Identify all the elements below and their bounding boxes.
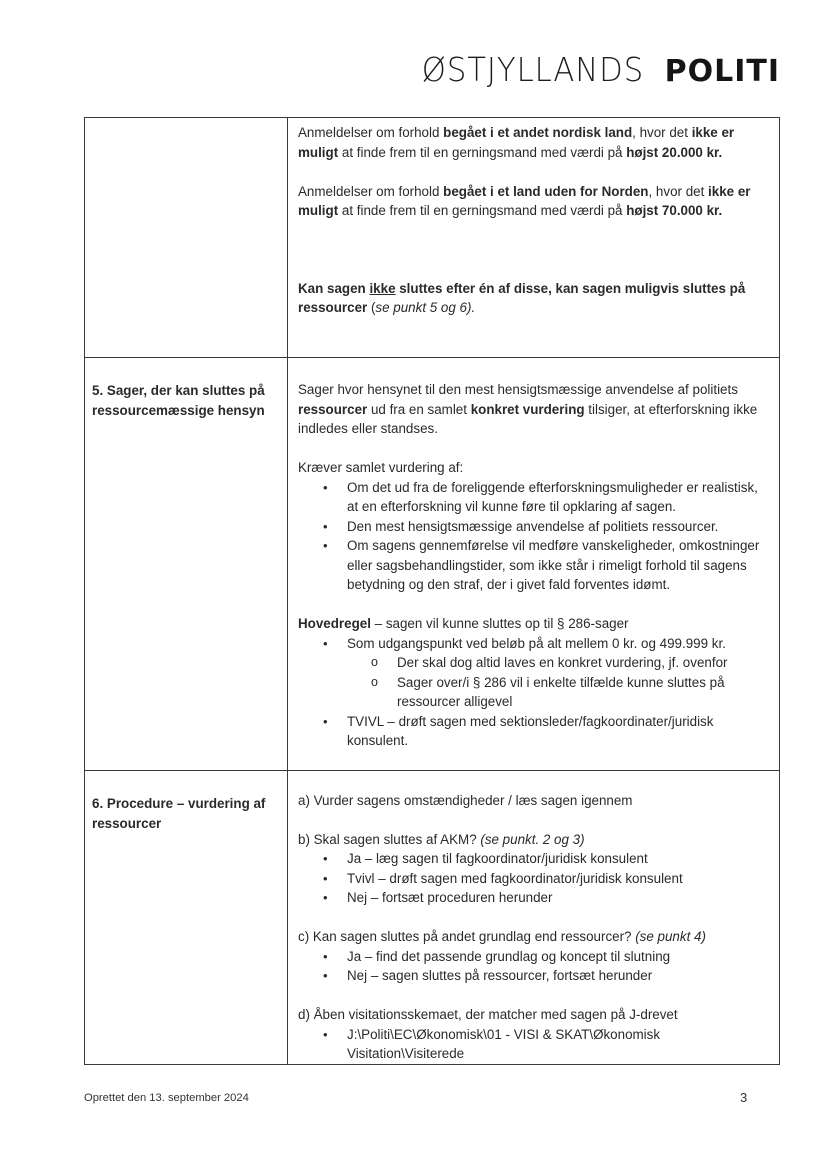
row-heading-empty — [85, 118, 288, 358]
text: – sagen vil kunne sluttes op til § 286-sager — [370, 616, 629, 631]
text-bold-underline: ikke — [369, 280, 396, 296]
step-d: d) Åben visitationsskemaet, der matcher med sagen på J-drevet — [298, 1007, 678, 1022]
list-item — [347, 634, 765, 712]
list-item: • Om det ud fra de foreliggende efterforskningsmuligheder er realistisk, at en efterforskning vil kunne føre til opklaring af sagen. — [347, 478, 765, 517]
text: ud fra en samlet — [367, 401, 471, 417]
text-italic: (se punkt. 2 og 3) — [480, 831, 585, 847]
section-5-intro — [298, 380, 765, 439]
text-bold: Kan sagen — [298, 280, 370, 296]
text-bold: højst 20.000 kr. — [626, 144, 723, 160]
text-bold: ikke er muligt — [298, 125, 735, 160]
text: at finde frem til en gerningsmand med værdi på — [338, 203, 627, 218]
text: , hvor det — [648, 183, 709, 199]
list-item: • TVIVL – drøft sagen med sektionsleder/fagkoordinater/juridisk konsulent. — [347, 712, 765, 751]
footer-created-date: Oprettet den 13. september 2024 — [84, 1092, 249, 1104]
requires-label: Kræver samlet vurdering af: — [298, 460, 464, 475]
table-row-continuation — [85, 118, 780, 358]
text: ( — [367, 300, 376, 315]
text-bold: begået i et andet nordisk land — [443, 125, 633, 140]
text: Sager hvor hensynet til den mest hensigtsmæssige anvendelse af politiets — [298, 382, 738, 397]
text-italic: se punkt 5 og 6). — [375, 300, 476, 315]
nordic-paragraph — [298, 123, 765, 162]
text-bold: højst 70.000 kr. — [626, 203, 723, 218]
text-bold: begået i et land uden for Norden — [443, 183, 649, 199]
text-bold: ressourcer — [298, 401, 368, 417]
list-item: • Tvivl – drøft sagen med fagkoordinator/juridisk konsulent — [347, 869, 765, 889]
section-5-heading: 5. Sager, der kan sluttes på ressourcemæssige hensyn — [85, 358, 288, 771]
text: c) Kan sagen sluttes på andet grundlag end ressourcer? — [298, 929, 636, 944]
list-item-path: • J:\Politi\EC\Økonomisk\01 - VISI & SKAT\Økonomisk Visitation\Visiterede — [347, 1025, 765, 1064]
step-b — [298, 830, 765, 850]
sub-list-item: o Der skal dog altid laves en konkret vurdering, jf. ovenfor — [397, 653, 765, 673]
text-bold: konkret vurdering — [470, 401, 585, 417]
sub-list-item: o Sager over/i § 286 vil i enkelte tilfælde kunne sluttes på ressourcer alligevel — [397, 673, 765, 712]
sub-list — [347, 653, 765, 712]
list-item: • Ja – læg sagen til fagkoordinator/juridisk konsulent — [347, 849, 765, 869]
section-6-heading: 6. Procedure – vurdering af ressourcer — [85, 770, 288, 1064]
text: Anmeldelser om forhold — [298, 183, 444, 199]
table-row-section-6 — [85, 770, 780, 1064]
list-item: • Om sagens gennemførelse vil medføre vanskeligheder, omkostninger eller sagsbehandlingstider, som ikke står i rimeligt forhold til sagens betydning og den straf, der i givet fald forventes idømt. — [347, 536, 765, 595]
resources-note-paragraph — [298, 279, 765, 318]
text: , hvor det — [632, 125, 692, 140]
logo-text-politi: POLITI — [664, 54, 780, 89]
text: tilsiger, at efterforskning ikke indledes eller standses. — [298, 401, 758, 436]
section-5-content — [288, 358, 780, 771]
text-bold: ikke er muligt — [298, 183, 751, 218]
text: Anmeldelser om forhold — [298, 125, 444, 140]
police-logo — [405, 50, 780, 89]
step-c-list — [298, 947, 765, 986]
main-rule-list — [298, 634, 765, 751]
step-c — [298, 927, 765, 947]
text: b) Skal sagen sluttes af AKM? — [298, 831, 481, 847]
list-item: • Ja – find det passende grundlag og koncept til slutning — [347, 947, 765, 967]
table-row-section-5 — [85, 358, 780, 771]
text-bold: Hovedregel — [298, 616, 371, 631]
text-italic: (se punkt 4) — [635, 929, 706, 944]
row-content-nordic — [288, 118, 780, 358]
procedure-table — [84, 117, 780, 1065]
step-a: a) Vurder sagens omstændigheder / læs sagen igennem — [298, 792, 633, 808]
text: at finde frem til en gerningsmand med værdi på — [338, 144, 627, 160]
text-bold: sluttes efter én af disse, kan sagen muligvis sluttes på ressourcer — [298, 280, 746, 315]
list-item: • Nej – sagen sluttes på ressourcer, fortsæt herunder — [347, 966, 765, 986]
logo-text-ostjyllands: ØSTJYLLANDS — [422, 50, 645, 89]
footer-page-number: 3 — [740, 1090, 748, 1105]
main-rule — [298, 614, 765, 634]
section-6-content — [288, 770, 780, 1064]
list-item: • Den mest hensigtsmæssige anvendelse af politiets ressourcer. — [347, 517, 765, 537]
non-nordic-paragraph — [298, 182, 765, 221]
step-d-list — [298, 1025, 765, 1064]
text: Som udgangspunkt ved beløb på alt mellem 0 kr. og 499.999 kr. — [347, 635, 726, 651]
step-b-list — [298, 849, 765, 908]
list-item: • Nej – fortsæt proceduren herunder — [347, 888, 765, 908]
assessment-list — [298, 478, 765, 595]
